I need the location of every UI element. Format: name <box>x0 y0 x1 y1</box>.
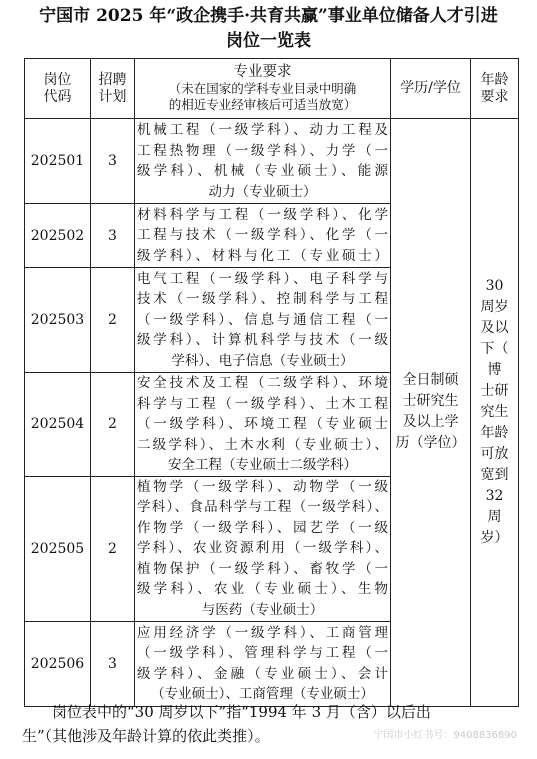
post-count: 3 <box>91 204 135 268</box>
major-requirement: 植物学（一级学科）、动物学（一级 学科）、食品科学与工程（一级学科）、 作物学（一级学科）、园艺学（一级 学科）、农业资源利用（一级学科）、 植物保护（一级学科）、畜牧学（一 级学科）、农业（专业硕士）、生物 与医药（专业硕士） <box>135 476 391 621</box>
document-title <box>0 4 537 54</box>
header-degree: 学历/学位 <box>391 59 471 119</box>
positions-table <box>24 58 519 707</box>
table-row <box>25 119 519 204</box>
post-code: 202504 <box>25 373 91 477</box>
major-requirement: 材料科学与工程（一级学科）、化学 工程与技术（一级学科）、化学（一 级学科）、材料与化工（专业硕士） <box>135 204 391 268</box>
watermark: 宁国市小红书号：9408836890 <box>373 730 517 741</box>
header-major: 专业要求 （未在国家的学科专业目录中明确 的相近专业经审核后可适当放宽） <box>135 59 391 119</box>
post-code: 202505 <box>25 476 91 621</box>
post-count: 2 <box>91 268 135 373</box>
age-requirement: 30 周岁 及以 下（ 博 士研 究生 年龄 可放 宽到 32 周 岁） <box>471 119 519 707</box>
degree-requirement: 全日制硕 士研究生 及以上学 历（学位） <box>391 119 471 707</box>
title-line-2: 岗位一览表 <box>226 31 311 51</box>
post-code: 202506 <box>25 621 91 706</box>
post-count: 2 <box>91 476 135 621</box>
post-code: 202502 <box>25 204 91 268</box>
table-header-row <box>25 59 519 119</box>
post-count: 3 <box>91 119 135 204</box>
major-requirement: 安全技术及工程（二级学科）、环境 科学与工程（一级学科）、土木工程 （一级学科）、环境工程（专业硕士 二级学科）、土木水利（专业硕士）、 安全工程（专业硕士二级学科） <box>135 373 391 477</box>
major-requirement: 机械工程（一级学科）、动力工程及 工程热物理（一级学科）、力学（一 级学科）、机械（专业硕士）、能源 动力（专业硕士） <box>135 119 391 204</box>
header-count: 招聘 计划 <box>91 59 135 119</box>
footnote-line-2: 生”（其他涉及年龄计算的依此类推）。 <box>22 727 270 745</box>
post-count: 2 <box>91 373 135 477</box>
footnote-line-1: 岗位表中的“30 周岁以下”指“1994 年 3 月（含）以后出 <box>52 703 431 721</box>
post-count: 3 <box>91 621 135 706</box>
header-code: 岗位 代码 <box>25 59 91 119</box>
title-line-1: 宁国市 2025 年“政企携手·共育共赢”事业单位储备人才引进 <box>39 6 498 26</box>
post-code: 202501 <box>25 119 91 204</box>
major-requirement: 电气工程（一级学科）、电子科学与 技术（一级学科）、控制科学与工程 （一级学科）、信息与通信工程（一 级学科）、计算机科学与技术（一级 学科）、电子信息（专业硕士） <box>135 268 391 373</box>
post-code: 202503 <box>25 268 91 373</box>
cut-off-text-line <box>22 750 522 759</box>
header-age: 年龄 要求 <box>471 59 519 119</box>
major-requirement: 应用经济学（一级学科）、工商管理 （一级学科）、管理科学与工程（一 级学科）、金融（专业硕士）、会计 （专业硕士）、工商管理（专业硕士） <box>135 621 391 706</box>
